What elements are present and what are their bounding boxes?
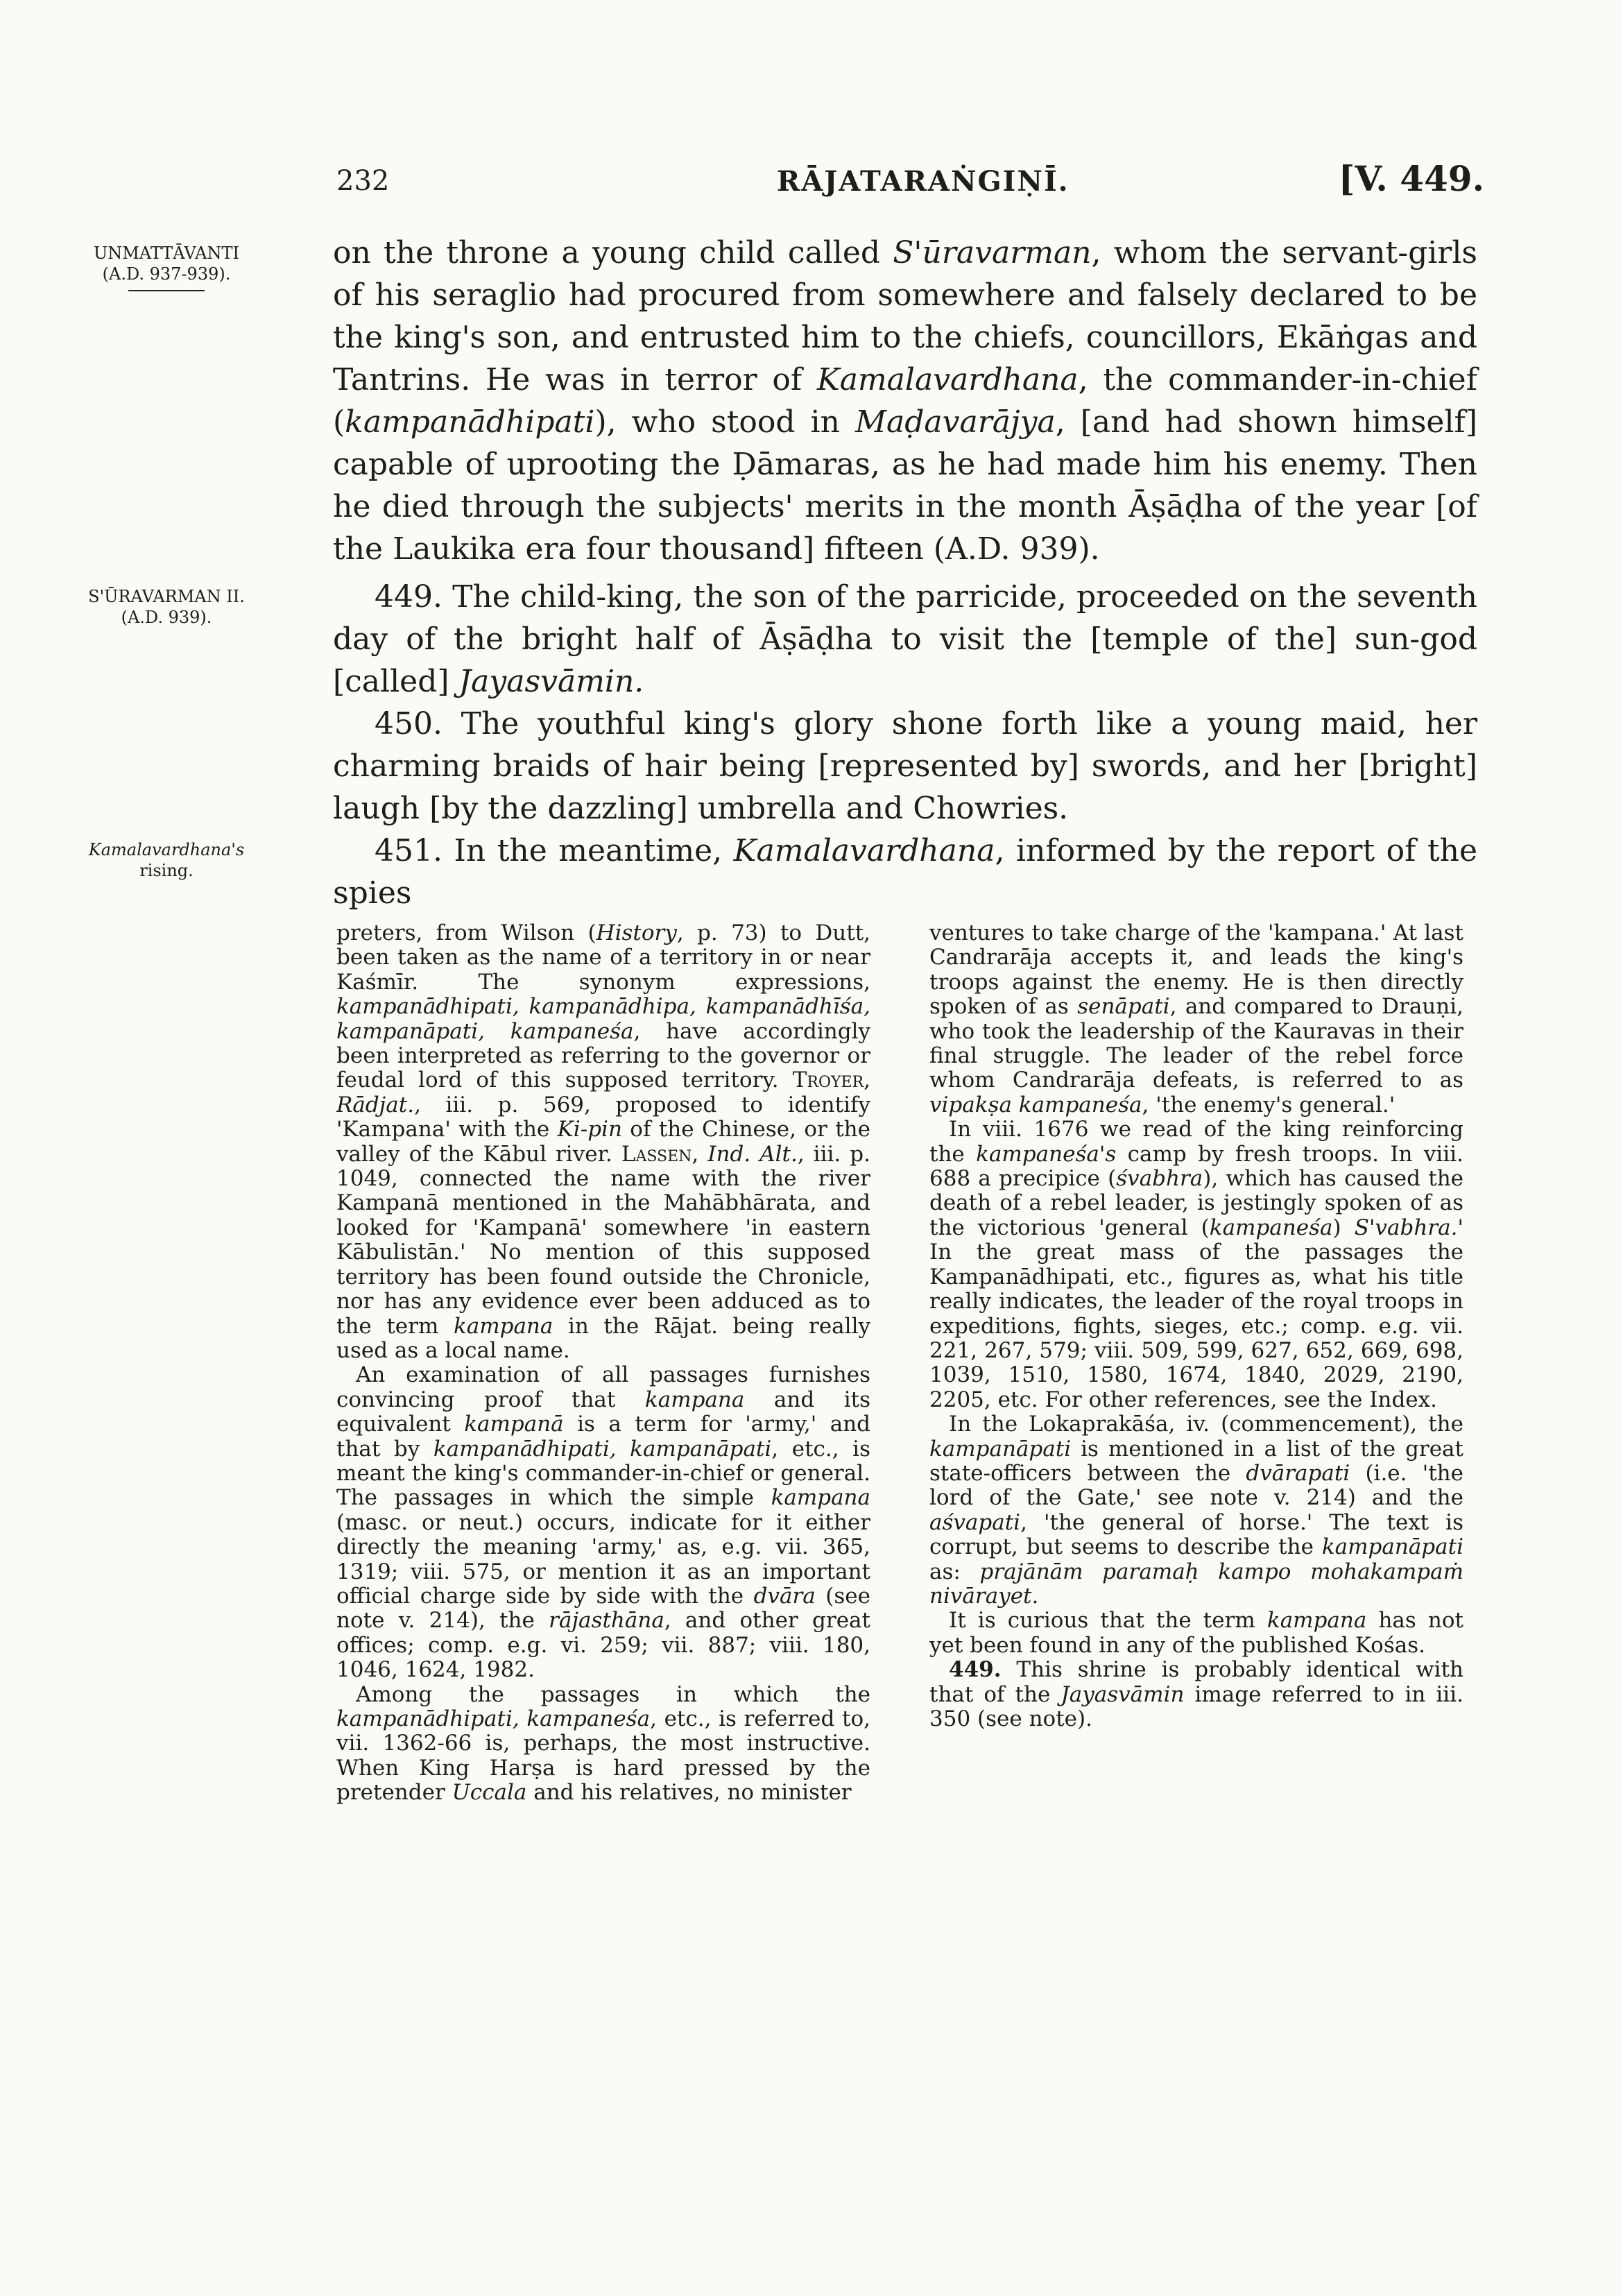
text: ' In the great mass of the passages the Kampanādhipati, etc., figures as, what his title really indicates, the leader of the royal troops in expeditions, fights, sieges, etc.; comp. e.g. vii. 221, 267, 579; viii. 509, 599, 627, 652, 669, 698, 1039, 1510, 1580, 1674, 1840, 2029, 2190, 2205, etc. For other references, see the Index. (929, 1215, 1463, 1412)
text: ) (1332, 1215, 1355, 1240)
text: and his relatives, no minister (526, 1780, 852, 1806)
margin-note-suravarman (83, 586, 250, 628)
text: kampana (644, 1387, 745, 1412)
text: ), who stood in (594, 404, 855, 440)
text: (i.e. 'the lord of the Gate,' see note v. 214) and the (929, 1460, 1463, 1511)
main-paragraph-448 (333, 232, 1477, 570)
text: vipakṣa kampaneśa (929, 1092, 1142, 1117)
text: kampana (771, 1485, 870, 1511)
text: of the Chinese, or the valley of the Kābul river. (336, 1117, 870, 1167)
text: Uccala (452, 1780, 527, 1806)
text: , iii. p. 1049, connected the name with the river Kampanā mentioned in the Mahābhārata, and looked for 'Kampanā' somewhere 'in eastern Kābulistān.' No mention of this supposed territory has been found outside the Chronicle, nor has any evidence ever been adduced as to the term (336, 1141, 870, 1339)
text: Jayasvāmin (1060, 1681, 1185, 1707)
text: This shrine is probably identical with that of the (929, 1657, 1463, 1707)
note-paragraph (336, 1683, 870, 1806)
text: , p. 73) to Dutt, been taken as the name of a territory in or near Kaśmīr. The synonym expressions, (336, 920, 871, 995)
text: kampanā (464, 1412, 564, 1437)
text: dvāra (753, 1583, 816, 1609)
text: , etc., is referred to, vii. 1362-66 is, perhaps, the most instructive. When King Harṣa is hard pressed by the pretender (336, 1706, 870, 1806)
text: prajānām paramaḥ kampo mohakampaṁ nivārayet. (929, 1559, 1463, 1609)
text: ventures to take charge of the 'kampana.' At last Candrarāja accepts it, and leads the king's troops against the enemy. He is then directly spoken of as (929, 920, 1463, 1020)
notes-left-column (336, 921, 870, 1806)
text: aśvapati (929, 1509, 1021, 1535)
text: kampanādhipati (345, 404, 595, 440)
text: Kamalavardhana (733, 833, 995, 868)
text: , whom the servant-girls of his seraglio had procured from somewhere and falsely declared to be the king's son, and entrusted him to the chiefs, councillors, Ekāṅgas and Tantrins. He was in terror of (333, 235, 1477, 397)
text: and its equivalent (336, 1387, 871, 1437)
text: kampanādhipati, kampaneśa (336, 1706, 651, 1731)
text: (masc. or neut.) occurs, indicate for it either directly the meaning 'army,' as, e.g. vii. 365, 1319; viii. 575, or mention it as an important official charge side by side with the (336, 1509, 870, 1609)
note-paragraph (336, 921, 870, 1363)
text: , and other great offices; comp. e.g. vi. 259; vii. 887; viii. 180, 1046, 1624, 1982. (336, 1608, 870, 1683)
main-paragraph-450 (333, 703, 1477, 830)
text: Jayasvāmin. (458, 664, 644, 699)
text: kampana (453, 1313, 553, 1339)
text: Among the passages in which the (356, 1681, 870, 1707)
text: Lassen (621, 1141, 692, 1167)
text: kampana (1266, 1608, 1367, 1634)
text: Ki-pin (557, 1117, 622, 1142)
margin-note-date: (A.D. 939). (121, 608, 212, 627)
text: senāpati (1077, 994, 1170, 1020)
text: , 'the general of horse.' The text is corrupt, but seems to describe the (929, 1509, 1463, 1560)
margin-note-date: (A.D. 937-939). (102, 264, 231, 284)
text: , 'the enemy's general.' (1142, 1092, 1396, 1117)
text: on the throne a young child called (333, 235, 893, 271)
text: dvārapati (1246, 1460, 1350, 1486)
text: is a term for 'army,' and that by (336, 1412, 870, 1462)
margin-note-kamalavardhana (83, 839, 250, 881)
note-paragraph-449 (929, 1658, 1463, 1731)
text: History (596, 920, 677, 945)
text: Kamalavardhana (816, 362, 1079, 397)
note-paragraph (929, 1609, 1463, 1658)
text: rājasthāna (549, 1608, 664, 1634)
text: , iii. p. 569, proposed to identify 'Kampana' with the (336, 1092, 870, 1142)
text: kampanāpati (929, 1436, 1072, 1462)
main-paragraph-451 (333, 830, 1477, 914)
text: S'vabhra. (1354, 1215, 1458, 1240)
text: preters, from Wilson ( (336, 920, 596, 945)
text: Maḍavarājya (855, 404, 1056, 440)
text: in the Rājat. being really used as a local name. (336, 1313, 870, 1363)
text: , [and had shown himself] capable of uprooting the Ḍāmaras, as he had made him his enemy. Then he died through the subjects' merits in the month Āṣāḍha of the year [of the Laukika era four thousand] fifteen (A.D. 939). (333, 404, 1477, 567)
margin-note-title: S'ŪRAVARMAN II. (88, 587, 245, 606)
verse-number: 450. (375, 706, 443, 742)
running-title: RĀJATARAṄGIṆĪ. (777, 165, 1070, 198)
note-paragraph (336, 1363, 870, 1682)
main-paragraph-449 (333, 576, 1477, 703)
text: It is curious that the term (949, 1608, 1267, 1634)
text: Ind. Alt. (707, 1141, 798, 1167)
section-reference: [V. 449. (1338, 158, 1484, 199)
text: śvabhra (1116, 1166, 1203, 1192)
text: , etc., is meant the king's commander-in-chief or general. The passages in which the simple (336, 1436, 870, 1511)
text: camp by fresh troops. In viii. 688 a precipice ( (929, 1141, 1464, 1192)
margin-note-title: Kamalavardhana's (88, 840, 245, 859)
text: In viii. 1676 we read of the king reinforcing the (929, 1117, 1463, 1167)
margin-note-subtitle: rising. (139, 861, 194, 880)
text: , have accordingly been interpreted as referring to the governor or feudal lord of this supposed territory. (336, 1018, 870, 1093)
text: Rādjat. (336, 1092, 415, 1117)
margin-note-title: UNMATTĀVANTI (94, 243, 239, 263)
note-paragraph (929, 1117, 1463, 1412)
text: , informed by the report of the spies (333, 833, 1477, 911)
text: In the meantime, (442, 833, 734, 868)
text: The youthful king's glory shone forth like a young maid, her charming braids of hair being [represented by] swords, and her [bright] laugh [by the dazzling] umbrella and Chowries. (333, 706, 1477, 826)
text: kampaneśa's (976, 1141, 1117, 1167)
text: kampanādhipati, kampanādhipa, kampanādhīśa, kampanāpati, kampaneśa (336, 994, 870, 1044)
margin-note-unmattavanti (83, 243, 250, 291)
text: Troyer (792, 1068, 864, 1093)
verse-number: 449. (375, 579, 443, 615)
text: S'ūravarman (893, 235, 1092, 271)
text: In the Lokaprakāśa, iv. (commencement), the (949, 1412, 1463, 1437)
text: An examination of all passages furnishes convincing proof that (336, 1362, 870, 1412)
text: kampanāpati (1321, 1534, 1463, 1560)
text: , (864, 1068, 870, 1093)
notes-right-column (929, 921, 1463, 1731)
text: image referred to in iii. 350 (see note). (929, 1681, 1463, 1731)
text: as: (929, 1559, 980, 1584)
text: is mentioned in a list of the great state-officers between the (929, 1436, 1463, 1486)
text: , the commander-in-chief ( (333, 362, 1477, 440)
text: The child-king, the son of the parricide, proceeded on the seventh day of the bright half of Āṣāḍha to visit the [temple of the] sun-god [called] (333, 579, 1477, 699)
margin-note-rule (128, 290, 205, 291)
text: ), which has caused the death of a rebel leader, is jestingly spoken of as the victorious 'general ( (929, 1166, 1464, 1240)
page-number: 232 (336, 165, 390, 197)
text: kampaneśa (1209, 1215, 1333, 1240)
text: has not yet been found in any of the published Kośas. (929, 1608, 1463, 1658)
text: kampanādhipati, kampanāpati (433, 1436, 772, 1462)
text: (see note v. 214), the (336, 1583, 870, 1634)
text: , and compared to Drauṇi, who took the leadership of the Kauravas in their final struggle. The leader of the rebel force whom Candrarāja defeats, is referred to as (929, 994, 1463, 1093)
note-paragraph (929, 1412, 1463, 1609)
text: , (692, 1141, 708, 1167)
verse-number: 451. (375, 833, 443, 868)
note-paragraph (929, 921, 1463, 1117)
note-verse-number: 449. (949, 1657, 1002, 1683)
